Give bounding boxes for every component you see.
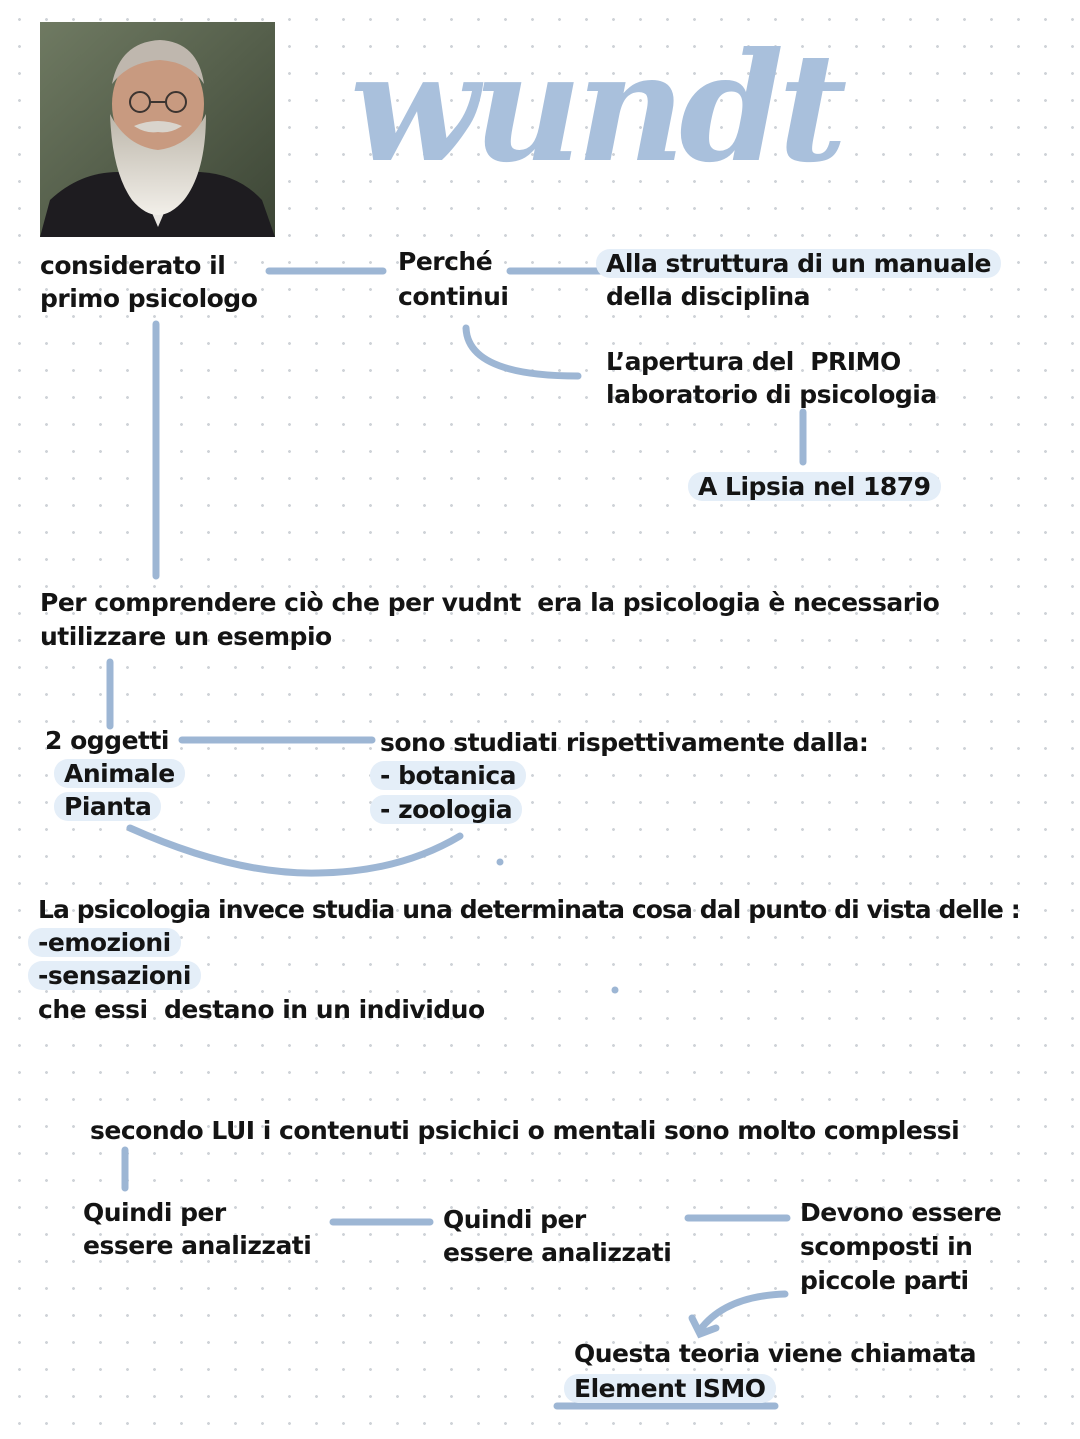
psicologia-sensazioni: -sensazioni xyxy=(28,961,201,990)
considerato-line1: considerato il xyxy=(40,251,226,280)
teoria-elementismo: Element ISMO xyxy=(564,1374,776,1403)
teoria-line1: Questa teoria viene chiamata xyxy=(574,1339,977,1368)
apertura-line1: L’apertura del PRIMO xyxy=(606,347,901,376)
decorative-dot xyxy=(612,987,619,994)
oggetti-heading: 2 oggetti xyxy=(45,726,169,755)
oggetti-pianta: Pianta xyxy=(54,792,161,821)
lipsia-date: A Lipsia nel 1879 xyxy=(688,472,941,501)
contenuti-complessi: secondo LUI i contenuti psichici o mentali sono molto complessi xyxy=(90,1116,960,1145)
psicologia-line1: La psicologia invece studia una determinata cosa dal punto di vista delle : xyxy=(38,895,1020,924)
arrow-curve-to-teoria xyxy=(700,1294,785,1330)
comprendere-line1: Per comprendere ciò che per vudnt era la psicologia è necessario xyxy=(40,588,940,617)
studiati-zoologia: - zoologia xyxy=(370,795,522,824)
apertura-line2: laboratorio di psicologia xyxy=(606,380,937,409)
psicologia-line4: che essi destano in un individuo xyxy=(38,995,485,1024)
analizzati2-line1: Quindi per xyxy=(443,1205,586,1234)
analizzati1-line2: essere analizzati xyxy=(83,1231,312,1260)
decorative-dot xyxy=(497,859,504,866)
studiati-botanica: - botanica xyxy=(370,761,526,790)
scomposti-line1: Devono essere xyxy=(800,1198,1002,1227)
studiati-heading: sono studiati rispettivamente dalla: xyxy=(380,728,869,757)
struttura-line2: della disciplina xyxy=(606,282,810,311)
perche-line1: Perché xyxy=(398,247,493,276)
connector-continui-apertura xyxy=(466,328,578,376)
scomposti-line3: piccole parti xyxy=(800,1266,969,1295)
comprendere-line2: utilizzare un esempio xyxy=(40,622,332,651)
analizzati1-line1: Quindi per xyxy=(83,1198,226,1227)
psicologia-emozioni: -emozioni xyxy=(28,928,181,957)
perche-line2: continui xyxy=(398,282,509,311)
considerato-line2: primo psicologo xyxy=(40,284,258,313)
analizzati2-line2: essere analizzati xyxy=(443,1238,672,1267)
scomposti-line2: scomposti in xyxy=(800,1232,973,1261)
page-title: wundt xyxy=(350,20,842,196)
connector-pianta-zoologia-curve xyxy=(130,828,460,873)
struttura-line1: Alla struttura di un manuale xyxy=(596,249,1001,278)
oggetti-animale: Animale xyxy=(54,759,185,788)
